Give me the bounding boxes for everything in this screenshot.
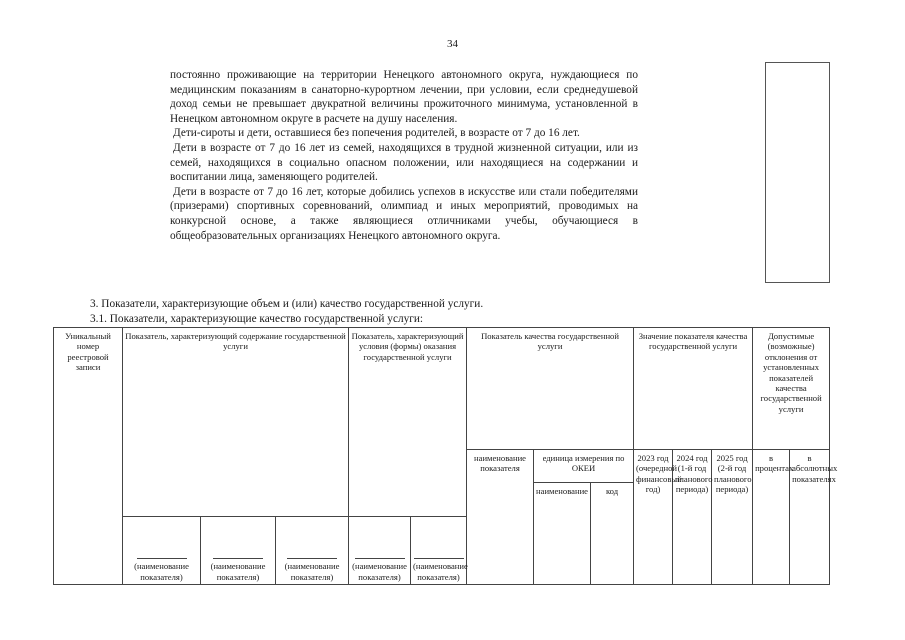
header-content-indicator: Показатель, характеризующий содержание государственной услуги — [123, 328, 349, 517]
paragraph-1: постоянно проживающие на территории Ненецкого автономного округа, нуждающиеся по медицинским показаниям в санаторно-курортном лечении, при условии, если среднедушевой доход семьи не превышает двукратной величины прожиточного минимума, установленной в Ненецком автономном округе в расчете на душу населения. — [170, 69, 638, 125]
quality-indicators-table — [53, 327, 838, 585]
side-box — [765, 62, 830, 283]
header-year-2024: 2024 год (1-й год планового периода) — [673, 450, 712, 585]
section-3-heading: 3. Показатели, характеризующие объем и (или) качество государственной услуги. — [90, 298, 484, 310]
body-text — [170, 68, 638, 243]
header-indicator-name: наименование показателя — [467, 450, 534, 585]
header-year-2023: 2023 год (очередной финансовый год) — [634, 450, 673, 585]
header-indicator-value: Значение показателя качества государственной услуги — [634, 328, 753, 450]
paragraph-2: Дети-сироты и дети, оставшиеся без попечения родителей, в возрасте от 7 до 16 лет. — [173, 127, 580, 140]
header-unique-number: Уникальный номер реестровой записи — [54, 328, 123, 585]
header-unit-name: наименование — [534, 483, 591, 585]
section-3-1-heading: 3.1. Показатели, характеризующие качество государственной услуги: — [90, 313, 424, 325]
conditions-indicator-1: (наименование показателя) — [349, 517, 411, 585]
header-year-2025: 2025 год (2-й год планового периода) — [712, 450, 753, 585]
conditions-indicator-2: (наименование показателя) — [411, 517, 467, 585]
header-unit-code: код — [591, 483, 634, 585]
content-indicator-3: (наименование показателя) — [276, 517, 349, 585]
header-in-absolute: в абсолютных показателях — [790, 450, 830, 585]
page-number: 34 — [447, 38, 458, 50]
header-unit-okei: единица измерения по ОКЕИ — [534, 450, 634, 483]
header-conditions-indicator: Показатель, характеризующий условия (формы) оказания государственной услуги — [349, 328, 467, 517]
header-quality-indicator: Показатель качества государственной услуги — [467, 328, 634, 450]
paragraph-3: Дети в возрасте от 7 до 16 лет из семей, находящихся в трудной жизненной ситуации, или из семей, находящихся в социально опасном положении, или находящиеся на содержании и воспитании лица, заменяющего родителей. — [170, 141, 638, 184]
content-indicator-1: (наименование показателя) — [123, 517, 201, 585]
header-allowed-deviation: Допустимые (возможные) отклонения от установленных показателей качества государственной услуги — [753, 328, 830, 450]
content-indicator-2: (наименование показателя) — [201, 517, 276, 585]
paragraph-4: Дети в возрасте от 7 до 16 лет, которые добились успехов в искусстве или стали победителями (призерами) спортивных соревнований, олимпиад и иных мероприятий, проводимых на конкурсной основе, а также являющиеся отличниками учебы, обучающиеся в общеобразовательных организациях Ненецкого автономного округа. — [170, 185, 638, 242]
header-in-percent: в процентах — [753, 450, 790, 585]
